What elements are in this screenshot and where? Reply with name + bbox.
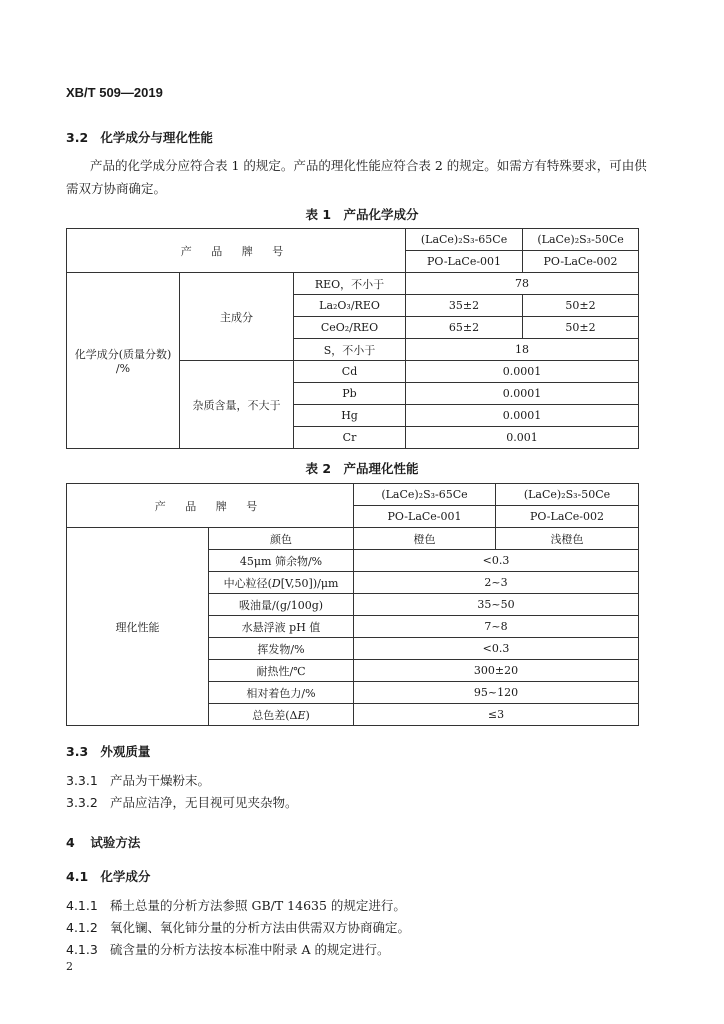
- section-4-heading: [66, 833, 140, 851]
- clause-text: 稀土总量的分析方法参照 GB/T 14635 的规定进行。: [110, 898, 406, 913]
- d50-label-a: 中心粒径(: [223, 576, 272, 590]
- ph-label: 水悬浮液 pH 值: [209, 616, 354, 638]
- section-3-2-heading: [66, 128, 213, 146]
- color-label: 颜色: [209, 528, 354, 550]
- chemical-group-label: [67, 273, 180, 449]
- clause-4-1-2: [66, 918, 410, 936]
- chemical-composition-table: [66, 228, 639, 449]
- delta-e-label-e: E: [297, 708, 306, 722]
- color-col1: 橙色: [354, 528, 496, 550]
- tint-value: 95~120: [354, 682, 639, 704]
- section-4-1-heading: [66, 867, 150, 885]
- section-number: 4: [66, 835, 75, 850]
- ph-value: 7~8: [354, 616, 639, 638]
- section-title: 试验方法: [90, 835, 141, 850]
- clause-text: 氧化镧、氧化铈分量的分析方法由供需双方协商确定。: [110, 920, 411, 935]
- clause-3-3-2: [66, 793, 298, 811]
- ceo2-col1: 65±2: [406, 317, 523, 339]
- section-title: 化学成分: [100, 869, 151, 884]
- cd-value: 0.0001: [406, 361, 639, 383]
- cr-label: Cr: [294, 427, 406, 449]
- d50-label: [209, 572, 354, 594]
- oil-label: 吸油量/(g/100g): [209, 594, 354, 616]
- brand-header: 产 品 牌 号: [67, 229, 406, 273]
- clause-text: 硫含量的分析方法按本标准中附录 A 的规定进行。: [110, 942, 390, 957]
- section-number: 3.2: [66, 130, 89, 145]
- page-number: 2: [66, 960, 73, 973]
- clause-3-3-1: [66, 771, 210, 789]
- d50-label-b: [V,50])/μm: [280, 576, 339, 590]
- d50-value: 2~3: [354, 572, 639, 594]
- group-unit: /%: [115, 362, 131, 375]
- table-1-caption: 表 1 产品化学成分: [305, 207, 419, 222]
- clause-number: 4.1.2: [66, 920, 98, 935]
- delta-e-value: ≤3: [354, 704, 639, 726]
- delta-e-label-a: 总色差(Δ: [252, 708, 298, 722]
- delta-e-label-b: ): [305, 708, 310, 722]
- clause-number: 4.1.1: [66, 898, 98, 913]
- col2-formula: (LaCe)₂S₃-50Ce: [523, 229, 639, 251]
- col1-formula: (LaCe)₂S₃-65Ce: [406, 229, 523, 251]
- clause-4-1-3: [66, 940, 389, 958]
- col2-formula: (LaCe)₂S₃-50Ce: [496, 484, 639, 506]
- main-component-label: 主成分: [180, 273, 294, 361]
- clause-number: 3.3.2: [66, 795, 98, 810]
- section-3-3-heading: [66, 742, 150, 760]
- col1-code: PO-LaCe-001: [354, 506, 496, 528]
- clause-text: 产品为干燥粉末。: [110, 773, 211, 788]
- volatile-label: 挥发物/%: [209, 638, 354, 660]
- clause-4-1-1: [66, 896, 406, 914]
- document-code: XB/T 509—2019: [66, 85, 163, 100]
- pb-value: 0.0001: [406, 383, 639, 405]
- group-label: 化学成分(质量分数): [74, 348, 172, 361]
- hg-value: 0.0001: [406, 405, 639, 427]
- sieve-label: 45μm 筛余物/%: [209, 550, 354, 572]
- section-number: 4.1: [66, 869, 89, 884]
- la2o3-col1: 35±2: [406, 295, 523, 317]
- clause-text: 产品应洁净，无目视可见夹杂物。: [110, 795, 298, 810]
- col1-code: PO-LaCe-001: [406, 251, 523, 273]
- col2-code: PO-LaCe-002: [523, 251, 639, 273]
- oil-value: 35~50: [354, 594, 639, 616]
- d50-label-d: D: [271, 576, 281, 590]
- reo-label: REO，不小于: [294, 273, 406, 295]
- la2o3-label: La₂O₃/REO: [294, 295, 406, 317]
- table-2-caption: 表 2 产品理化性能: [305, 461, 419, 476]
- volatile-value: <0.3: [354, 638, 639, 660]
- physical-properties-table: [66, 483, 639, 726]
- reo-value: 78: [406, 273, 639, 295]
- color-col2: 浅橙色: [496, 528, 639, 550]
- col2-code: PO-LaCe-002: [496, 506, 639, 528]
- sieve-value: <0.3: [354, 550, 639, 572]
- col1-formula: (LaCe)₂S₃-65Ce: [354, 484, 496, 506]
- hg-label: Hg: [294, 405, 406, 427]
- cd-label: Cd: [294, 361, 406, 383]
- heat-value: 300±20: [354, 660, 639, 682]
- physical-group-label: 理化性能: [67, 528, 209, 726]
- section-title: 化学成分与理化性能: [100, 130, 213, 145]
- section-title: 外观质量: [100, 744, 151, 759]
- la2o3-col2: 50±2: [523, 295, 639, 317]
- heat-label: 耐热性/℃: [209, 660, 354, 682]
- delta-e-label: [209, 704, 354, 726]
- ceo2-col2: 50±2: [523, 317, 639, 339]
- ceo2-label: CeO₂/REO: [294, 317, 406, 339]
- s-value: 18: [406, 339, 639, 361]
- s-label: S，不小于: [294, 339, 406, 361]
- pb-label: Pb: [294, 383, 406, 405]
- cr-value: 0.001: [406, 427, 639, 449]
- impurity-label: 杂质含量，不大于: [180, 361, 294, 449]
- brand-header: 产 品 牌 号: [67, 484, 354, 528]
- clause-number: 4.1.3: [66, 942, 98, 957]
- tint-label: 相对着色力/%: [209, 682, 354, 704]
- section-3-2-paragraph: 产品的化学成分应符合表 1 的规定。产品的理化性能应符合表 2 的规定。如需方有特殊要求，可由供需双方协商确定。: [66, 158, 647, 196]
- clause-number: 3.3.1: [66, 773, 98, 788]
- section-number: 3.3: [66, 744, 89, 759]
